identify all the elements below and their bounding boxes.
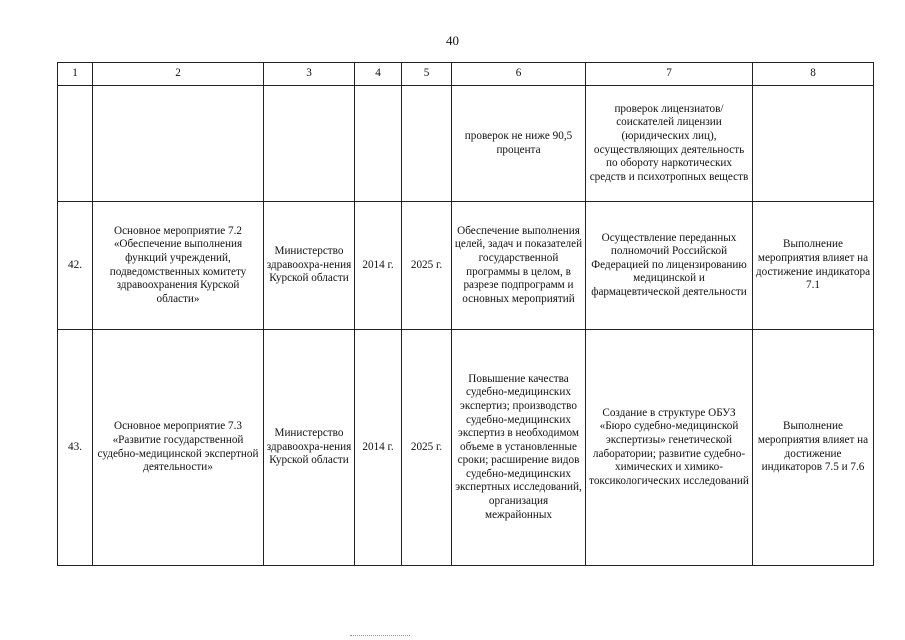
start-year: 2014 г.: [355, 202, 402, 330]
continuation-content-cell: проверок лицензиатов/ соискателей лицензии (юридических лиц), осуществляющих деятельность по обороту наркотических средств и психотропных веществ: [586, 86, 753, 202]
row-number: 42.: [58, 202, 93, 330]
column-number: 6: [452, 63, 586, 86]
executor: Министерство здравоохра-нения Курской области: [264, 330, 355, 566]
expected-result: Обеспечение выполнения целей, задач и показателей государственной программы в целом, в разрезе подпрограмм и основных мероприятий: [452, 202, 586, 330]
continuation-result-cell: проверок не ниже 90,5 процента: [452, 86, 586, 202]
activity-name: Основное мероприятие 7.3 «Развитие государственной судебно-медицинской экспертной деятельности»: [93, 330, 264, 566]
table-row: [58, 330, 874, 566]
indicator-link: Выполнение мероприятия влияет на достижение индикатора 7.1: [753, 202, 874, 330]
column-number-row: [58, 63, 874, 86]
activity-content: Создание в структуре ОБУЗ «Бюро судебно-медицинской экспертизы» генетической лаборатории; развитие судебно-химических и химико-токсикологических исследований: [586, 330, 753, 566]
column-number: 3: [264, 63, 355, 86]
end-year: 2025 г.: [402, 330, 452, 566]
indicator-link: Выполнение мероприятия влияет на достижение индикаторов 7.5 и 7.6: [753, 330, 874, 566]
start-year: 2014 г.: [355, 330, 402, 566]
row-number: 43.: [58, 330, 93, 566]
expected-result: Повышение качества судебно-медицинских экспертиз; производство судебно-медицинских экспертиз в необходимом объеме в установленные сроки; расширение видов судебно-медицинских экспертных исследований, организация межрайонных: [452, 330, 586, 566]
continuation-row: [58, 86, 874, 202]
table-cell: [58, 86, 93, 202]
activity-name: Основное мероприятие 7.2 «Обеспечение выполнения функций учреждений, подведомственных комитету здравоохранения Курской области»: [93, 202, 264, 330]
table-cell: [402, 86, 452, 202]
column-number: 2: [93, 63, 264, 86]
activities-table: [57, 62, 874, 566]
table-cell: [93, 86, 264, 202]
executor: Министерство здравоохра-нения Курской области: [264, 202, 355, 330]
scan-artifact: [350, 635, 410, 638]
table-row: [58, 202, 874, 330]
table-cell: [264, 86, 355, 202]
column-number: 8: [753, 63, 874, 86]
page-number: 40: [446, 33, 459, 48]
column-number: 4: [355, 63, 402, 86]
column-number: 7: [586, 63, 753, 86]
table-cell: [355, 86, 402, 202]
column-number: 1: [58, 63, 93, 86]
end-year: 2025 г.: [402, 202, 452, 330]
activity-content: Осуществление переданных полномочий Российской Федерацией по лицензированию медицинской и фармацевтической деятельности: [586, 202, 753, 330]
table-cell: [753, 86, 874, 202]
column-number: 5: [402, 63, 452, 86]
